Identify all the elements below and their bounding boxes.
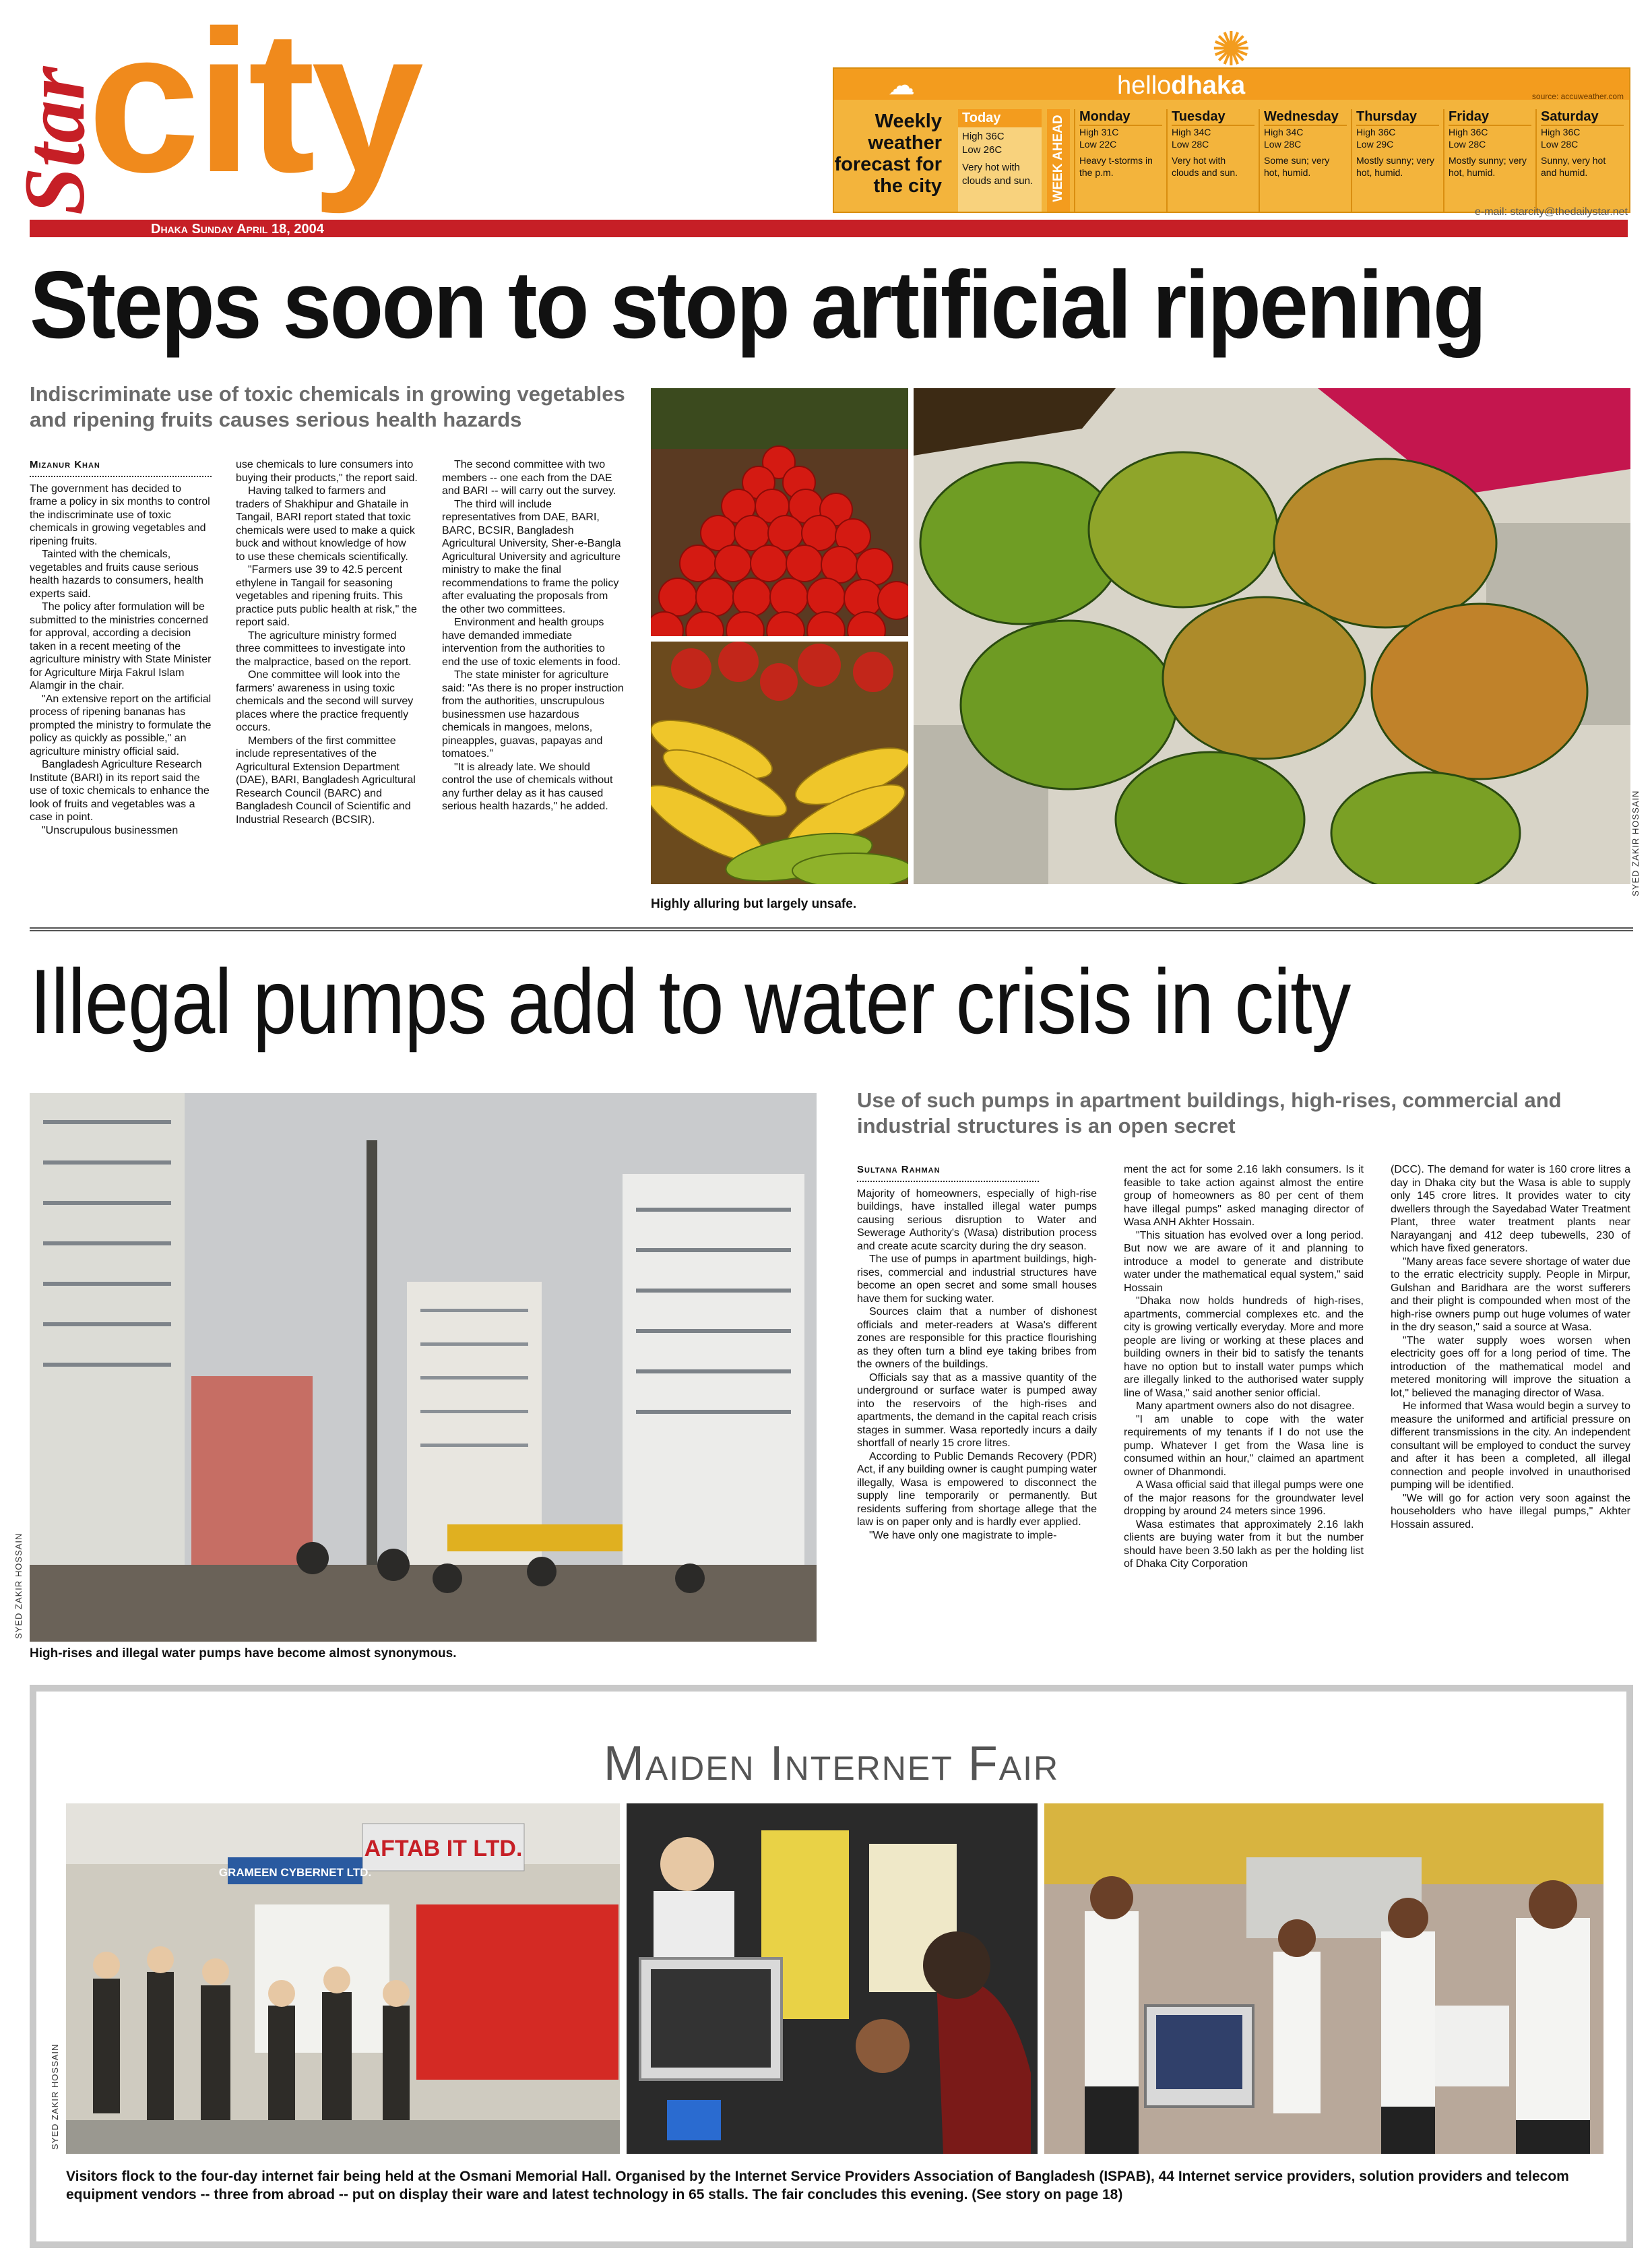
story2-columns xyxy=(857,1163,1630,1571)
day-note: Heavy t-storms in the p.m. xyxy=(1079,155,1153,178)
day-high: High 36C xyxy=(1449,127,1488,137)
fair-caption: Visitors flock to the four-day internet fair being held at the Osmani Memorial Hall. Organised by the Internet Service Providers Association of Bangladesh (ISPAB), 44 Internet service providers, solution providers and telecom equipment vendors -- three from abroad -- put on display their ware and latest technology in 65 stalls. The fair concludes this evening. (See story on page 18) xyxy=(66,2169,1569,2202)
day-low: Low 28C xyxy=(1264,139,1302,150)
photo-fair-stall xyxy=(1044,1803,1603,2154)
aftab-sign: AFTAB IT LTD. xyxy=(364,1836,523,1861)
grameen-sign: GRAMEEN CYBERNET LTD. xyxy=(218,1866,372,1879)
weather-panel xyxy=(833,23,1630,213)
paragraph: "This situation has evolved over a long period. But now we are aware of it and planning to introduce a model to generate and distribute water under the mathematical equal system," said Hossain xyxy=(1124,1229,1364,1294)
byline: Sultana Rahman xyxy=(857,1164,941,1175)
day-low: Low 28C xyxy=(1541,139,1579,150)
dateline-bar xyxy=(30,220,1628,237)
day-note: Mostly sunny; very hot, humid. xyxy=(1356,155,1434,178)
photo-credit: SYED ZAKIR HOSSAIN xyxy=(50,2043,60,2150)
paragraph: Officials say that as a massive quantity of the underground or surface water is pumped away into the reservoirs of the high-rises and apartments, the demand in the capital reach crisis stages in summer. Wasa reportedly incurs a daily shortfall of nearly 15 crore litres. xyxy=(857,1371,1097,1449)
dateline: Dhaka Sunday April 18, 2004 xyxy=(151,222,324,237)
day-name: Tuesday xyxy=(1172,109,1254,126)
paragraph: The third will include representatives from DAE, BARI, BARC, BCSIR, Bangladesh Agricultural University, Sher-e-Bangla Agricultural University and agriculture ministry to make the final recommendations to frame the policy after evaluating the proposals from the other two committees. xyxy=(442,498,621,615)
weather-day xyxy=(1443,109,1535,212)
paragraph: ment the act for some 2.16 lakh consumers. Is it feasible to take action against almost the entire group of homeowners as 80 per cent of them have illegal pumps" asked managing director of Wasa ANH Akhter Hossain. xyxy=(1124,1164,1364,1228)
paragraph: A Wasa official said that illegal pumps were one of the major reasons for the groundwater level dropping by around 24 meters since 1996. xyxy=(1124,1479,1364,1517)
day-note: Some sun; very hot, humid. xyxy=(1264,155,1330,178)
day-high: High 36C xyxy=(1356,127,1396,137)
paragraph: "Many areas face severe shortage of water due to the erratic electricity supply. People in Mirpur, Gulshan and Baridhara are the worst sufferers and their plight is compounded when most of the high-rise owners pump out huge volumes of water in the dry season," said a source at Wasa. xyxy=(1391,1256,1630,1333)
paragraph: "We have only one magistrate to imple- xyxy=(869,1529,1057,1541)
paragraph: use chemicals to lure consumers into buying their products," the report said. xyxy=(236,459,418,484)
internet-fair-box xyxy=(30,1685,1633,2248)
weather-day xyxy=(1535,109,1628,212)
paragraph: "Farmers use 39 to 42.5 percent ethylene in Tangail for seasoning vegetables and ripening fruits. This practice puts public health at risk," the report said. xyxy=(236,564,417,628)
caption-ripening: Highly alluring but largely unsafe. xyxy=(651,897,857,911)
deck-pumps: Use of such pumps in apartment buildings, high-rises, commercial and industrial structures is an open secret xyxy=(857,1088,1562,1138)
weather-day xyxy=(1351,109,1443,212)
photo-papayas xyxy=(914,388,1630,884)
weather-today xyxy=(958,109,1042,212)
weather-day xyxy=(1259,109,1351,212)
today-note: Very hot with clouds and sun. xyxy=(962,162,1034,187)
day-low: Low 29C xyxy=(1356,139,1394,150)
today-high: High 36C xyxy=(962,131,1005,142)
story2-col-2 xyxy=(1124,1163,1364,1571)
headline-pumps: Illegal pumps add to water crisis in city xyxy=(30,950,1351,1053)
week-ahead-band: WEEK AHEAD xyxy=(1047,109,1070,212)
day-note: Mostly sunny; very hot, humid. xyxy=(1449,155,1527,178)
paragraph: "An extensive report on the artificial process of ripening bananas has prompted the ministry to formulate the policy as quickly as possible," an agriculture ministry official said. xyxy=(30,693,212,757)
today-name: Today xyxy=(958,109,1042,127)
day-high: High 31C xyxy=(1079,127,1119,137)
paragraph: The government has decided to frame a policy in six months to control the indiscriminate use of toxic chemicals in growing vegetables and ripening fruits. xyxy=(30,483,210,547)
paragraph: Majority of homeowners, especially of high-rise buildings, have installed illegal water pumps causing serious disruption to Water and Sewerage Authority's (Wasa) distribution process and create acute scarcity during the dry season. xyxy=(857,1187,1097,1252)
headline-ripening: Steps soon to stop artificial ripening xyxy=(30,251,1485,359)
day-low: Low 28C xyxy=(1172,139,1209,150)
photo-tomatoes xyxy=(651,388,908,636)
weather-day xyxy=(1166,109,1259,212)
photo-highrises xyxy=(30,1093,817,1642)
paragraph: "We will go for action very soon against the householders who have illegal pumps," Akhter Hossain assured. xyxy=(1391,1492,1630,1530)
day-low: Low 28C xyxy=(1449,139,1486,150)
day-name: Wednesday xyxy=(1264,109,1347,126)
tomatoes-illustration xyxy=(651,388,908,636)
weather-day xyxy=(1074,109,1166,212)
photo-fair-monitor xyxy=(627,1803,1038,2154)
day-name: Saturday xyxy=(1541,109,1624,126)
paragraph: Sources claim that a number of dishonest officials and meter-readers at Wasa's different zones are responsible for this practice flourishing as they often turn a blind eye taking bribes from the owners of the buildings. xyxy=(857,1306,1097,1370)
story2-col-3 xyxy=(1391,1163,1630,1571)
paragraph: The use of pumps in apartment buildings, high-rises, commercial and industrial structures have become an open secret and some small houses have them for sucking water. xyxy=(857,1253,1097,1305)
paragraph: He informed that Wasa would begin a survey to measure the uniformed and artificial pressure on different transmissions in the city. An independent consultant will be employed to conduct the survey and after it has been a completed, all illegal connection and people involved in unauthorised pumping will be identified. xyxy=(1391,1400,1630,1491)
paragraph: The agriculture ministry formed three committees to investigate into the malpractice, based on the report. xyxy=(236,629,412,668)
papayas-illustration xyxy=(914,388,1630,884)
city-logo: city xyxy=(88,0,420,214)
deck-ripening: Indiscriminate use of toxic chemicals in growing vegetables and ripening fruits causes serious health hazards xyxy=(30,382,625,431)
story1-col-3 xyxy=(442,458,624,837)
caption-pumps: High-rises and illegal water pumps have become almost synonymous. xyxy=(30,1646,457,1661)
day-low: Low 22C xyxy=(1079,139,1117,150)
story1-col-1 xyxy=(30,458,212,837)
paragraph: "I am unable to cope with the water requirements of my tenants if I do not use the pump. Whatever I get from the Wasa line is consumed within an hour," claimed an apartment owner of Dhanmondi. xyxy=(1124,1413,1364,1478)
paragraph: "It is already late. We should control the use of chemicals without any further delay as it has caused serious health hazards," he added. xyxy=(442,761,613,812)
photo-credit: SYED ZAKIR HOSSAIN xyxy=(13,1532,24,1639)
day-high: High 34C xyxy=(1264,127,1304,137)
weather-days xyxy=(1074,109,1628,212)
day-high: High 36C xyxy=(1541,127,1581,137)
fair-monitor-illustration xyxy=(627,1803,1038,2154)
weather-label: Weekly weather forecast for the city xyxy=(834,111,942,197)
paragraph: The state minister for agriculture said: "As there is no proper instruction from the authorities, unscrupulous businessmen use hazardous chemicals in mangoes, melons, pineapples, guavas, papayas and tomatoes." xyxy=(442,669,624,760)
paragraph: Bangladesh Agriculture Research Institute (BARI) in its report said the use of toxic chemicals to enhance the look of fruits and vegetables was a case in point. xyxy=(30,759,210,823)
weather-source: source: accuweather.com xyxy=(1531,92,1624,101)
section-rule xyxy=(30,927,1633,931)
day-high: High 34C xyxy=(1172,127,1211,137)
paragraph: (DCC). The demand for water is 160 crore litres a day in Dhaka city but the Wasa is able to supply only 145 crore litres. It provides water to city dwellers through the Sayedabad Water Treatment Plant, three water treatment plants near Narayanganj and 412 deep tubewells, 230 of which have fixed generators. xyxy=(1391,1164,1630,1254)
paragraph: According to Public Demands Recovery (PDR) Act, if any building owner is caught pumping water illegally, Wasa is empowered to disconnect the supply line temporarily or permanently. But residents suffering from shortage allege that the law is on paper only and is hardly ever applied. xyxy=(857,1450,1097,1528)
story1-columns xyxy=(30,458,624,837)
photo-credit: SYED ZAKIR HOSSAIN xyxy=(1630,790,1641,896)
paragraph: One committee will look into the farmers' awareness in using toxic chemicals and the second will survey places where the practice frequently occurs. xyxy=(236,669,414,733)
story1-col-2 xyxy=(236,458,418,837)
story2-col-1 xyxy=(857,1163,1097,1571)
bananas-illustration xyxy=(651,642,908,884)
paragraph: "The water supply woes worsen when electricity goes off for a long period of time. The introduction of the mathematical model and metered monitoring will improve the situation a lot," believed the managing director of Wasa. xyxy=(1391,1334,1630,1399)
paragraph: Environment and health groups have demanded immediate intervention from the authorities to end the use of toxic elements in food. xyxy=(442,617,621,668)
today-low: Low 26C xyxy=(962,144,1003,156)
day-name: Friday xyxy=(1449,109,1531,126)
photo-fair-crowd xyxy=(66,1803,620,2154)
fair-crowd-illustration xyxy=(66,1803,620,2154)
day-name: Thursday xyxy=(1356,109,1439,126)
paragraph: "Dhaka now holds hundreds of high-rises, apartments, commercial complexes etc. and the city is growing vertically everyday. More and more people are living or working at these places and building owners in their bid to satisfy the tenants have no option but to install water pumps which are illegally linked to the authorised water supply line of Wasa," said another senior official. xyxy=(1124,1295,1364,1399)
highrises-illustration xyxy=(30,1093,817,1642)
day-note: Very hot with clouds and sun. xyxy=(1172,155,1238,178)
hellodhaka-logo: hellodhaka xyxy=(1117,71,1246,100)
paragraph: "Unscrupulous businessmen xyxy=(42,824,179,836)
cloud-icon: ☁ xyxy=(888,71,915,100)
star-logo: Star xyxy=(7,66,102,216)
paragraph: Members of the first committee include representatives of the Agricultural Extension Department (DAE), BARI, Bangladesh Agricultural Research Council (BARC) and Bangladesh Council of Scientific and Industrial Research (BCSIR). xyxy=(236,735,416,826)
paragraph: Wasa estimates that approximately 2.16 lakh clients are buying water from it but the number should have been 3.50 lakh as per the holding list of Dhaka City Corporation xyxy=(1124,1518,1364,1570)
paragraph: The policy after formulation will be submitted to the ministries concerned for approval, according a decision taken in a recent meeting of the agriculture ministry with State Minister for Agriculture Mirja Fakrul Islam Alamgir in the chair. xyxy=(30,601,212,691)
byline-rule xyxy=(30,476,212,477)
sun-icon: ✺ xyxy=(1211,23,1251,75)
paragraph: Tainted with the chemicals, vegetables and fruits cause serious health hazards to consumers, health experts said. xyxy=(30,549,203,600)
paragraph: Having talked to farmers and traders of Shakhipur and Ghataile in Tangail, BARI report stated that toxic chemicals were used to make a quick buck and without knowledge of how to use these chemicals scientifically. xyxy=(236,485,415,563)
day-name: Monday xyxy=(1079,109,1162,126)
paragraph: The second committee with two members -- one each from the DAE and BARI -- will carry out the survey. xyxy=(442,459,616,497)
byline-rule xyxy=(857,1181,1039,1182)
email-line: e-mail: starcity@thedailystar.net xyxy=(1475,206,1628,218)
byline: Mizanur Khan xyxy=(30,459,100,470)
fair-stall-illustration xyxy=(1044,1803,1603,2154)
photo-bananas xyxy=(651,642,908,884)
day-note: Sunny, very hot and humid. xyxy=(1541,155,1606,178)
paragraph: Many apartment owners also do not disagree. xyxy=(1136,1400,1355,1412)
fair-title: Maiden Internet Fair xyxy=(603,1737,1060,1791)
